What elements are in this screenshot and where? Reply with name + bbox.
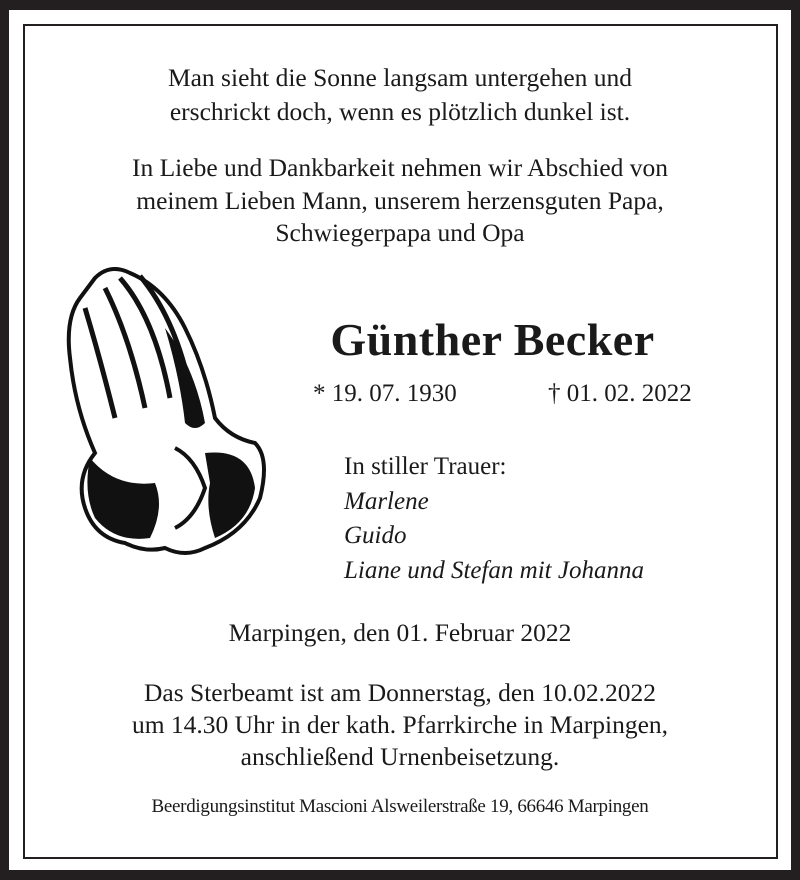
mourner-name: Marlene — [344, 487, 429, 515]
service-line-1: Das Sterbeamt ist am Donnerstag, den 10.02.2022 — [143, 678, 657, 707]
death-date: † 01. 02. 2022 — [548, 380, 692, 407]
mourners-block — [344, 450, 644, 588]
quote-line-2: erschrickt doch, wenn es plötzlich dunkel ist. — [169, 97, 631, 126]
deceased-name: Günther Becker — [330, 314, 655, 365]
birth-date: * 19. 07. 1930 — [313, 380, 457, 407]
mourner-name: Liane und Stefan mit Johanna — [344, 556, 644, 584]
service-line-3: anschließend Urnenbeisetzung. — [240, 742, 560, 771]
mourner-name: Guido — [344, 522, 407, 549]
funeral-home-info: Beerdigungsinstitut Mascioni Alsweilerstraße 19, 66646 Marpingen — [151, 796, 649, 817]
mourners-heading: In stiller Trauer: — [344, 453, 507, 480]
service-line-2: um 14.30 Uhr in der kath. Pfarrkirche in Marpingen, — [131, 710, 669, 739]
quote-line-1: Man sieht die Sonne langsam untergehen und — [167, 63, 633, 92]
place-date: Marpingen, den 01. Februar 2022 — [228, 618, 572, 647]
intro-line-2: meinem Lieben Mann, unserem herzensguten Papa, — [136, 186, 664, 215]
praying-hands-icon — [55, 258, 270, 558]
intro-line-3: Schwiegerpapa und Opa — [275, 218, 525, 247]
intro-line-1: In Liebe und Dankbarkeit nehmen wir Abschied von — [131, 153, 669, 182]
